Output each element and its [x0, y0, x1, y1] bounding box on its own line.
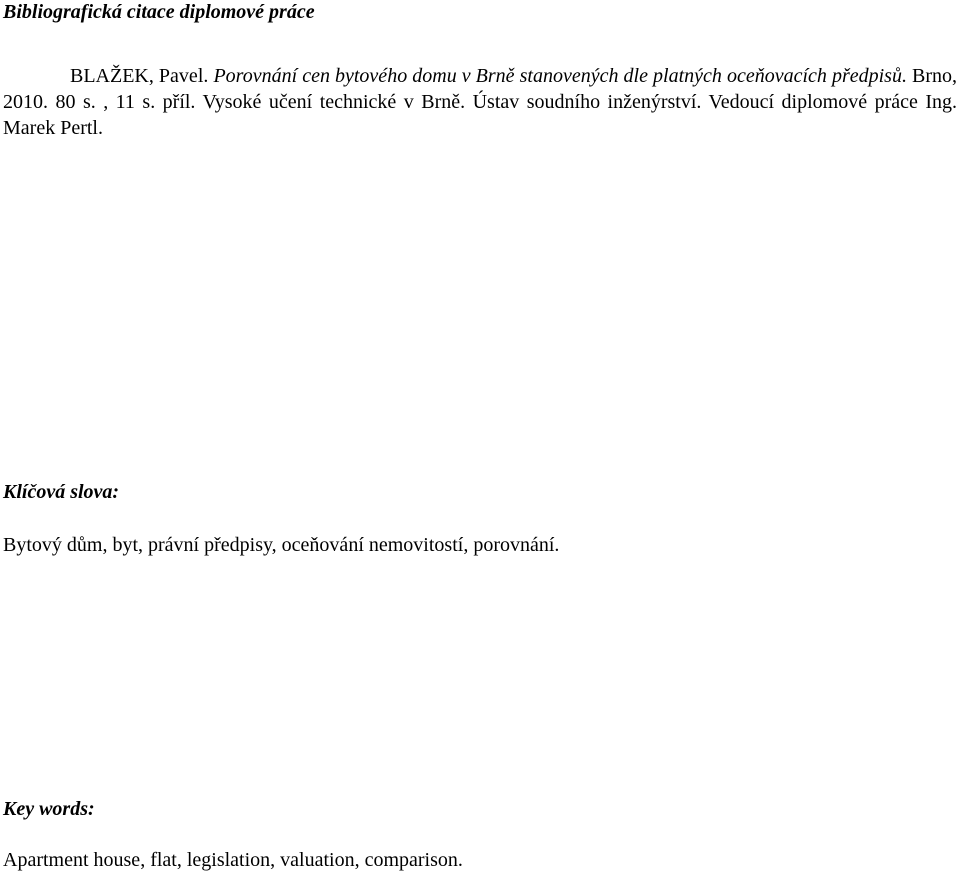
keywords-cz-heading: Klíčová slova: [3, 481, 120, 503]
keywords-cz-text: Bytový dům, byt, právní předpisy, oceňování nemovitostí, porovnání. [3, 534, 560, 556]
citation-heading: Bibliografická citace diplomové práce [3, 1, 315, 23]
citation-author: BLAŽEK, Pavel. [70, 65, 209, 87]
citation-details: Brno, 2010. 80 s. , 11 s. příl. Vysoké učení technické v Brně. Ústav soudního inženýrství. Vedoucí diplomové práce Ing. Marek Pertl. [3, 65, 958, 139]
keywords-en-text: Apartment house, flat, legislation, valuation, comparison. [3, 849, 463, 871]
citation-title: Porovnání cen bytového domu v Brně stanovených dle platných oceňovacích předpisů. [213, 65, 907, 87]
citation-paragraph [3, 63, 957, 141]
keywords-en-heading: Key words: [3, 798, 95, 820]
